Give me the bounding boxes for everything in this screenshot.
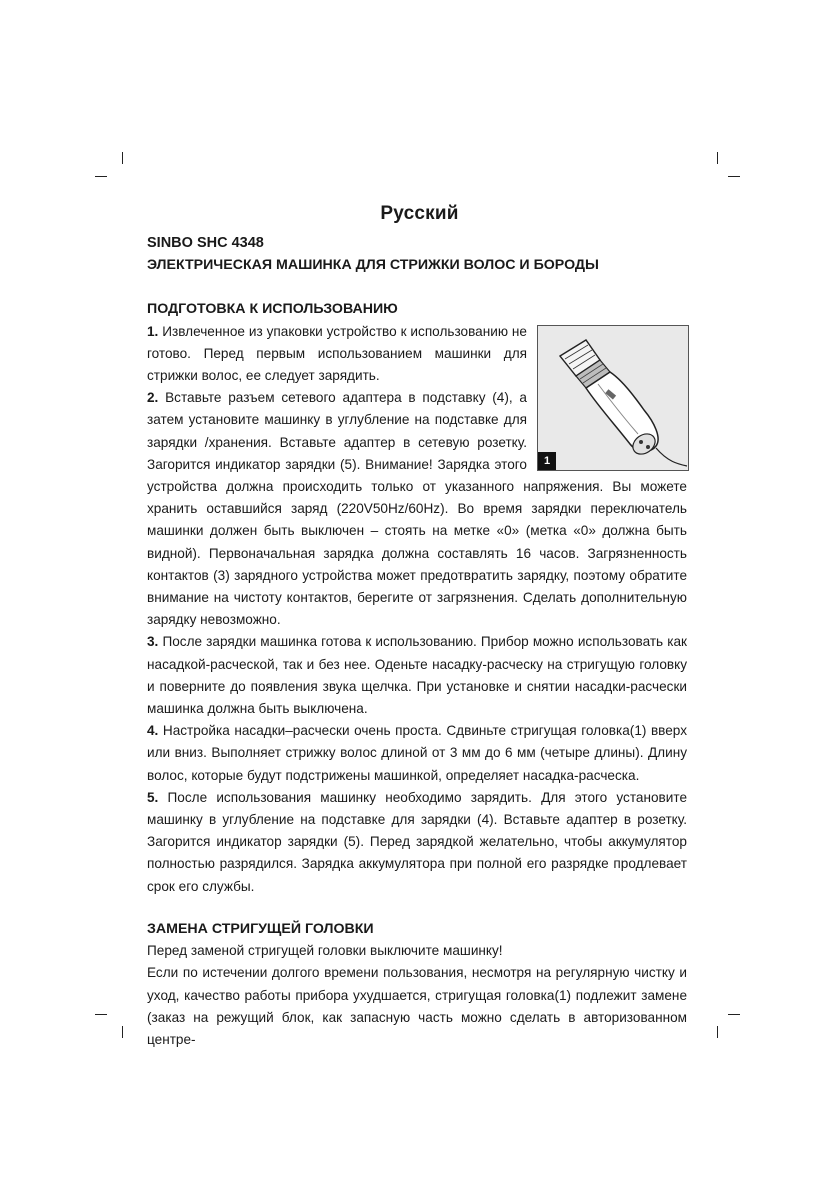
instruction-paragraph-5 bbox=[147, 787, 687, 898]
crop-mark-top-right-horizontal bbox=[728, 176, 740, 177]
clipper-illustration bbox=[537, 325, 689, 471]
paragraph-number: 2. bbox=[147, 390, 159, 406]
instruction-paragraph-3 bbox=[147, 631, 687, 720]
replacement-paragraph-2: Если по истечении долгого времени пользования, несмотря на регулярную чистку и уход, качество работы прибора ухудшается, стригущая головка(1) подлежит замене (заказ на режущий блок, как запасную часть можно сделать в авторизованном центре- bbox=[147, 965, 687, 1047]
paragraph-text: После зарядки машинка готова к использованию. Прибор можно использовать как насадкой-расческой, так и без нее. Оденьте насадку-расческу на стригущую головку и поверните до появления звука щелчка. При установке и снятии насадки-расчески машинка должна быть выключена. bbox=[147, 634, 687, 717]
paragraph-text: Настройка насадки–расчески очень проста. Сдвиньте стригущая головка(1) вверх или вниз. Выполняет стрижку волос длиной от 3 мм до 6 мм (четыре длины). Длину волос, которые будут подстрижены машинкой, определяет насадка-расческа. bbox=[147, 723, 687, 783]
paragraph-text: После использования машинку необходимо зарядить. Для этого установите машинку в углубление на подставке для зарядки (4). Вставьте адаптер в розетку. Загорится индикатор зарядки (5). Перед зарядкой желательно, чтобы аккумулятор полностью разрядился. Зарядка аккумулятора при полной его разрядке продлевает срок его службы. bbox=[147, 789, 687, 894]
crop-mark-bottom-right-vertical bbox=[717, 1026, 718, 1038]
hair-clipper-icon bbox=[538, 326, 688, 470]
instruction-paragraph-4 bbox=[147, 720, 687, 787]
crop-mark-bottom-left-horizontal bbox=[95, 1014, 107, 1015]
paragraph-text: Извлеченное из упаковки устройство к использованию не готово. Перед первым использованием машинки для стрижки волос, ее следует зарядить. bbox=[147, 323, 527, 384]
paragraph-number: 4. bbox=[147, 723, 159, 739]
paragraph-number: 3. bbox=[147, 634, 159, 650]
crop-mark-top-left-vertical bbox=[122, 152, 123, 164]
section-heading-preparation: ПОДГОТОВКА К ИСПОЛЬЗОВАНИЮ bbox=[147, 301, 398, 318]
figure-number: 1 bbox=[538, 452, 556, 470]
document-body bbox=[147, 232, 687, 1051]
model-name: SINBO SHC 4348 bbox=[147, 235, 264, 251]
replacement-paragraph-1: Перед заменой стригущей головки выключите машинку! bbox=[147, 943, 503, 959]
paragraph-number: 5. bbox=[147, 789, 159, 805]
product-name: ЭЛЕКТРИЧЕСКАЯ МАШИНКА ДЛЯ СТРИЖКИ ВОЛОС И БОРОДЫ bbox=[147, 257, 599, 274]
crop-mark-top-right-vertical bbox=[717, 152, 718, 164]
crop-mark-bottom-right-horizontal bbox=[728, 1014, 740, 1015]
paragraph-text: Вставьте разъем сетевого адаптера в подставку (4), а затем установите машинку в углубление на подставке для зарядки /хранения. Вставьте адаптер в сетевую розетку. Загорится индикатор зарядки (5). Внимание! Зарядка этого устройства должна происходить только от указанного напряжения. Вы можете хранить оставшийся заряд (220V50Hz/60Hz). Во время зарядки переключатель машинки должен быть выключен – стоять на метке «0» (метка «0» должна быть видной). Первоначальная зарядка должна составлять 16 часов. Загрязненность контактов (3) зарядного устройства может предотвратить зарядку, поэтому обратите внимание на чистоту контактов, берегите от загрязнения. Сделать дополнительную зарядку невозможно. bbox=[147, 390, 687, 628]
crop-mark-bottom-left-vertical bbox=[122, 1026, 123, 1038]
crop-mark-top-left-horizontal bbox=[95, 176, 107, 177]
paragraph-number: 1. bbox=[147, 323, 159, 339]
section-heading-head-replacement: ЗАМЕНА СТРИГУЩЕЙ ГОЛОВКИ bbox=[147, 920, 374, 937]
page-title: Русский bbox=[380, 203, 459, 224]
